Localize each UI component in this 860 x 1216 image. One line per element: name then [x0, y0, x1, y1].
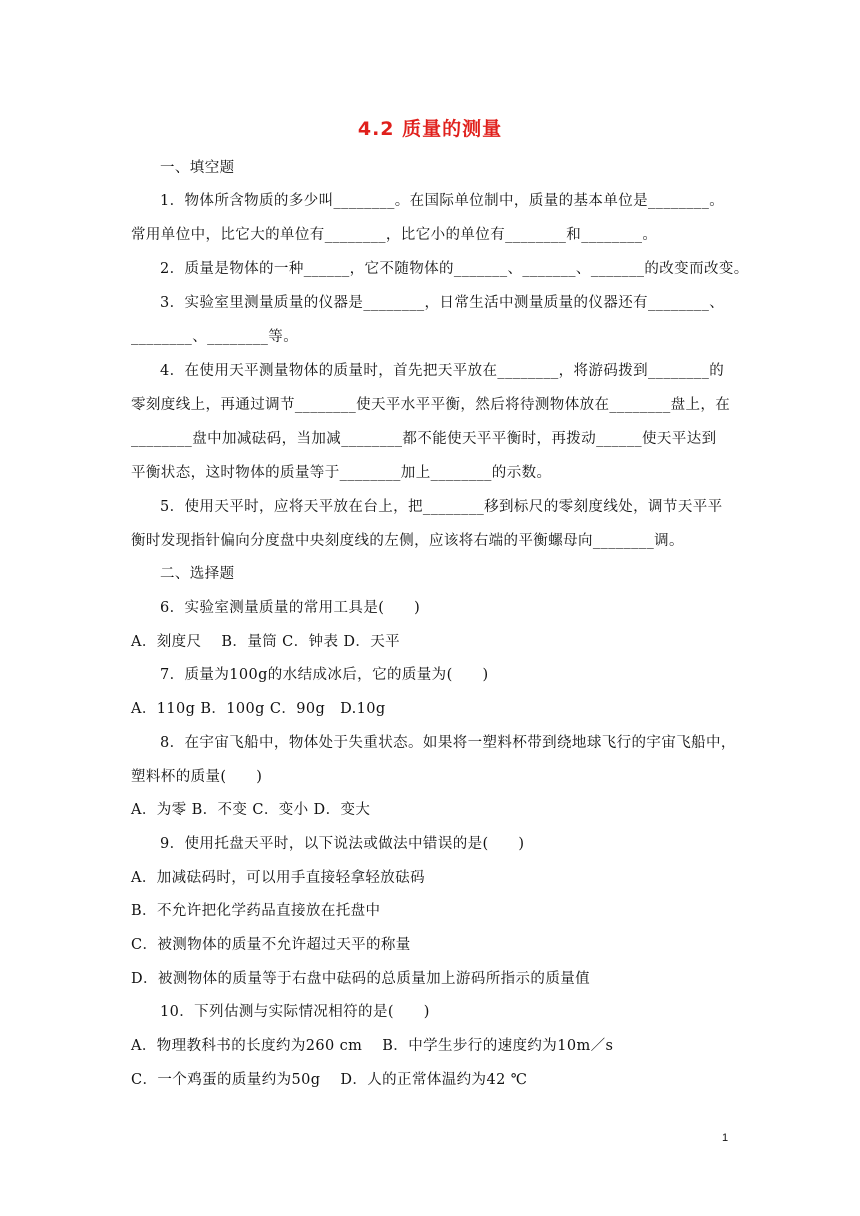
question-9-option-a: A．加减砝码时，可以用手直接轻拿轻放砝码 — [131, 870, 425, 886]
question-6-options: A．刻度尺 B．量筒 C．钟表 D．天平 — [131, 634, 401, 650]
question-10-stem: 10．下列估测与实际情况相符的是( ) — [160, 1004, 430, 1020]
question-8-line-1: 8．在宇宙飞船中，物体处于失重状态。如果将一塑料杯带到绕地球飞行的宇宙飞船中， — [160, 735, 736, 751]
section-heading-fill-in: 一、填空题 — [160, 160, 235, 176]
question-5-line-2: 衡时发现指针偏向分度盘中央刻度线的左侧，应该将右端的平衡螺母向________调。 — [131, 533, 684, 549]
question-1-line-1: 1．物体所含物质的多少叫________。在国际单位制中，质量的基本单位是________。 — [160, 193, 725, 209]
question-8-options: A．为零 B．不变 C．变小 D．变大 — [131, 802, 371, 818]
question-6-stem: 6．实验室测量质量的常用工具是( ) — [160, 600, 421, 616]
page-title: 4.2 质量的测量 — [357, 118, 503, 140]
question-10-options-cd: C．一个鸡蛋的质量约为50g D．人的正常体温约为42 ℃ — [131, 1072, 528, 1088]
question-10-options-ab: A．物理教科书的长度约为260 cm B．中学生步行的速度约为10m／s — [131, 1038, 614, 1054]
question-4-line-1: 4．在使用天平测量物体的质量时，首先把天平放在________，将游码拨到________的 — [160, 363, 725, 379]
question-2-line-1: 2．质量是物体的一种______，它不随物体的_______、_______、_______的改变而改变。 — [160, 261, 749, 277]
question-8-line-2: 塑料杯的质量( ) — [131, 769, 263, 785]
question-4-line-3: ________盘中加减砝码，当加减________都不能使天平平衡时，再拨动______使天平达到 — [131, 431, 717, 447]
question-5-line-1: 5．使用天平时，应将天平放在台上，把________移到标尺的零刻度线处，调节天平平 — [160, 499, 723, 515]
question-7-options: A．110g B．100g C．90g D.10g — [131, 701, 386, 717]
question-9-option-d: D．被测物体的质量等于右盘中砝码的总质量加上游码所指示的质量值 — [131, 971, 591, 987]
question-9-stem: 9．使用托盘天平时，以下说法或做法中错误的是( ) — [160, 836, 525, 852]
question-4-line-2: 零刻度线上，再通过调节________使天平水平平衡，然后将待测物体放在________盘上，在 — [131, 397, 731, 413]
section-heading-multiple-choice: 二、选择题 — [160, 566, 235, 582]
question-3-line-1: 3．实验室里测量质量的仪器是________，日常生活中测量质量的仪器还有________、 — [160, 295, 725, 311]
question-7-stem: 7．质量为100g的水结成冰后，它的质量为( ) — [160, 667, 489, 683]
question-3-line-2: ________、________等。 — [131, 329, 299, 345]
question-9-option-c: C．被测物体的质量不允许超过天平的称量 — [131, 937, 411, 953]
question-4-line-4: 平衡状态，这时物体的质量等于________加上________的示数。 — [131, 465, 552, 481]
page-number: 1 — [722, 1132, 729, 1144]
question-9-option-b: B．不允许把化学药品直接放在托盘中 — [131, 903, 381, 919]
question-1-line-2: 常用单位中，比它大的单位有________，比它小的单位有________和________。 — [131, 227, 658, 243]
